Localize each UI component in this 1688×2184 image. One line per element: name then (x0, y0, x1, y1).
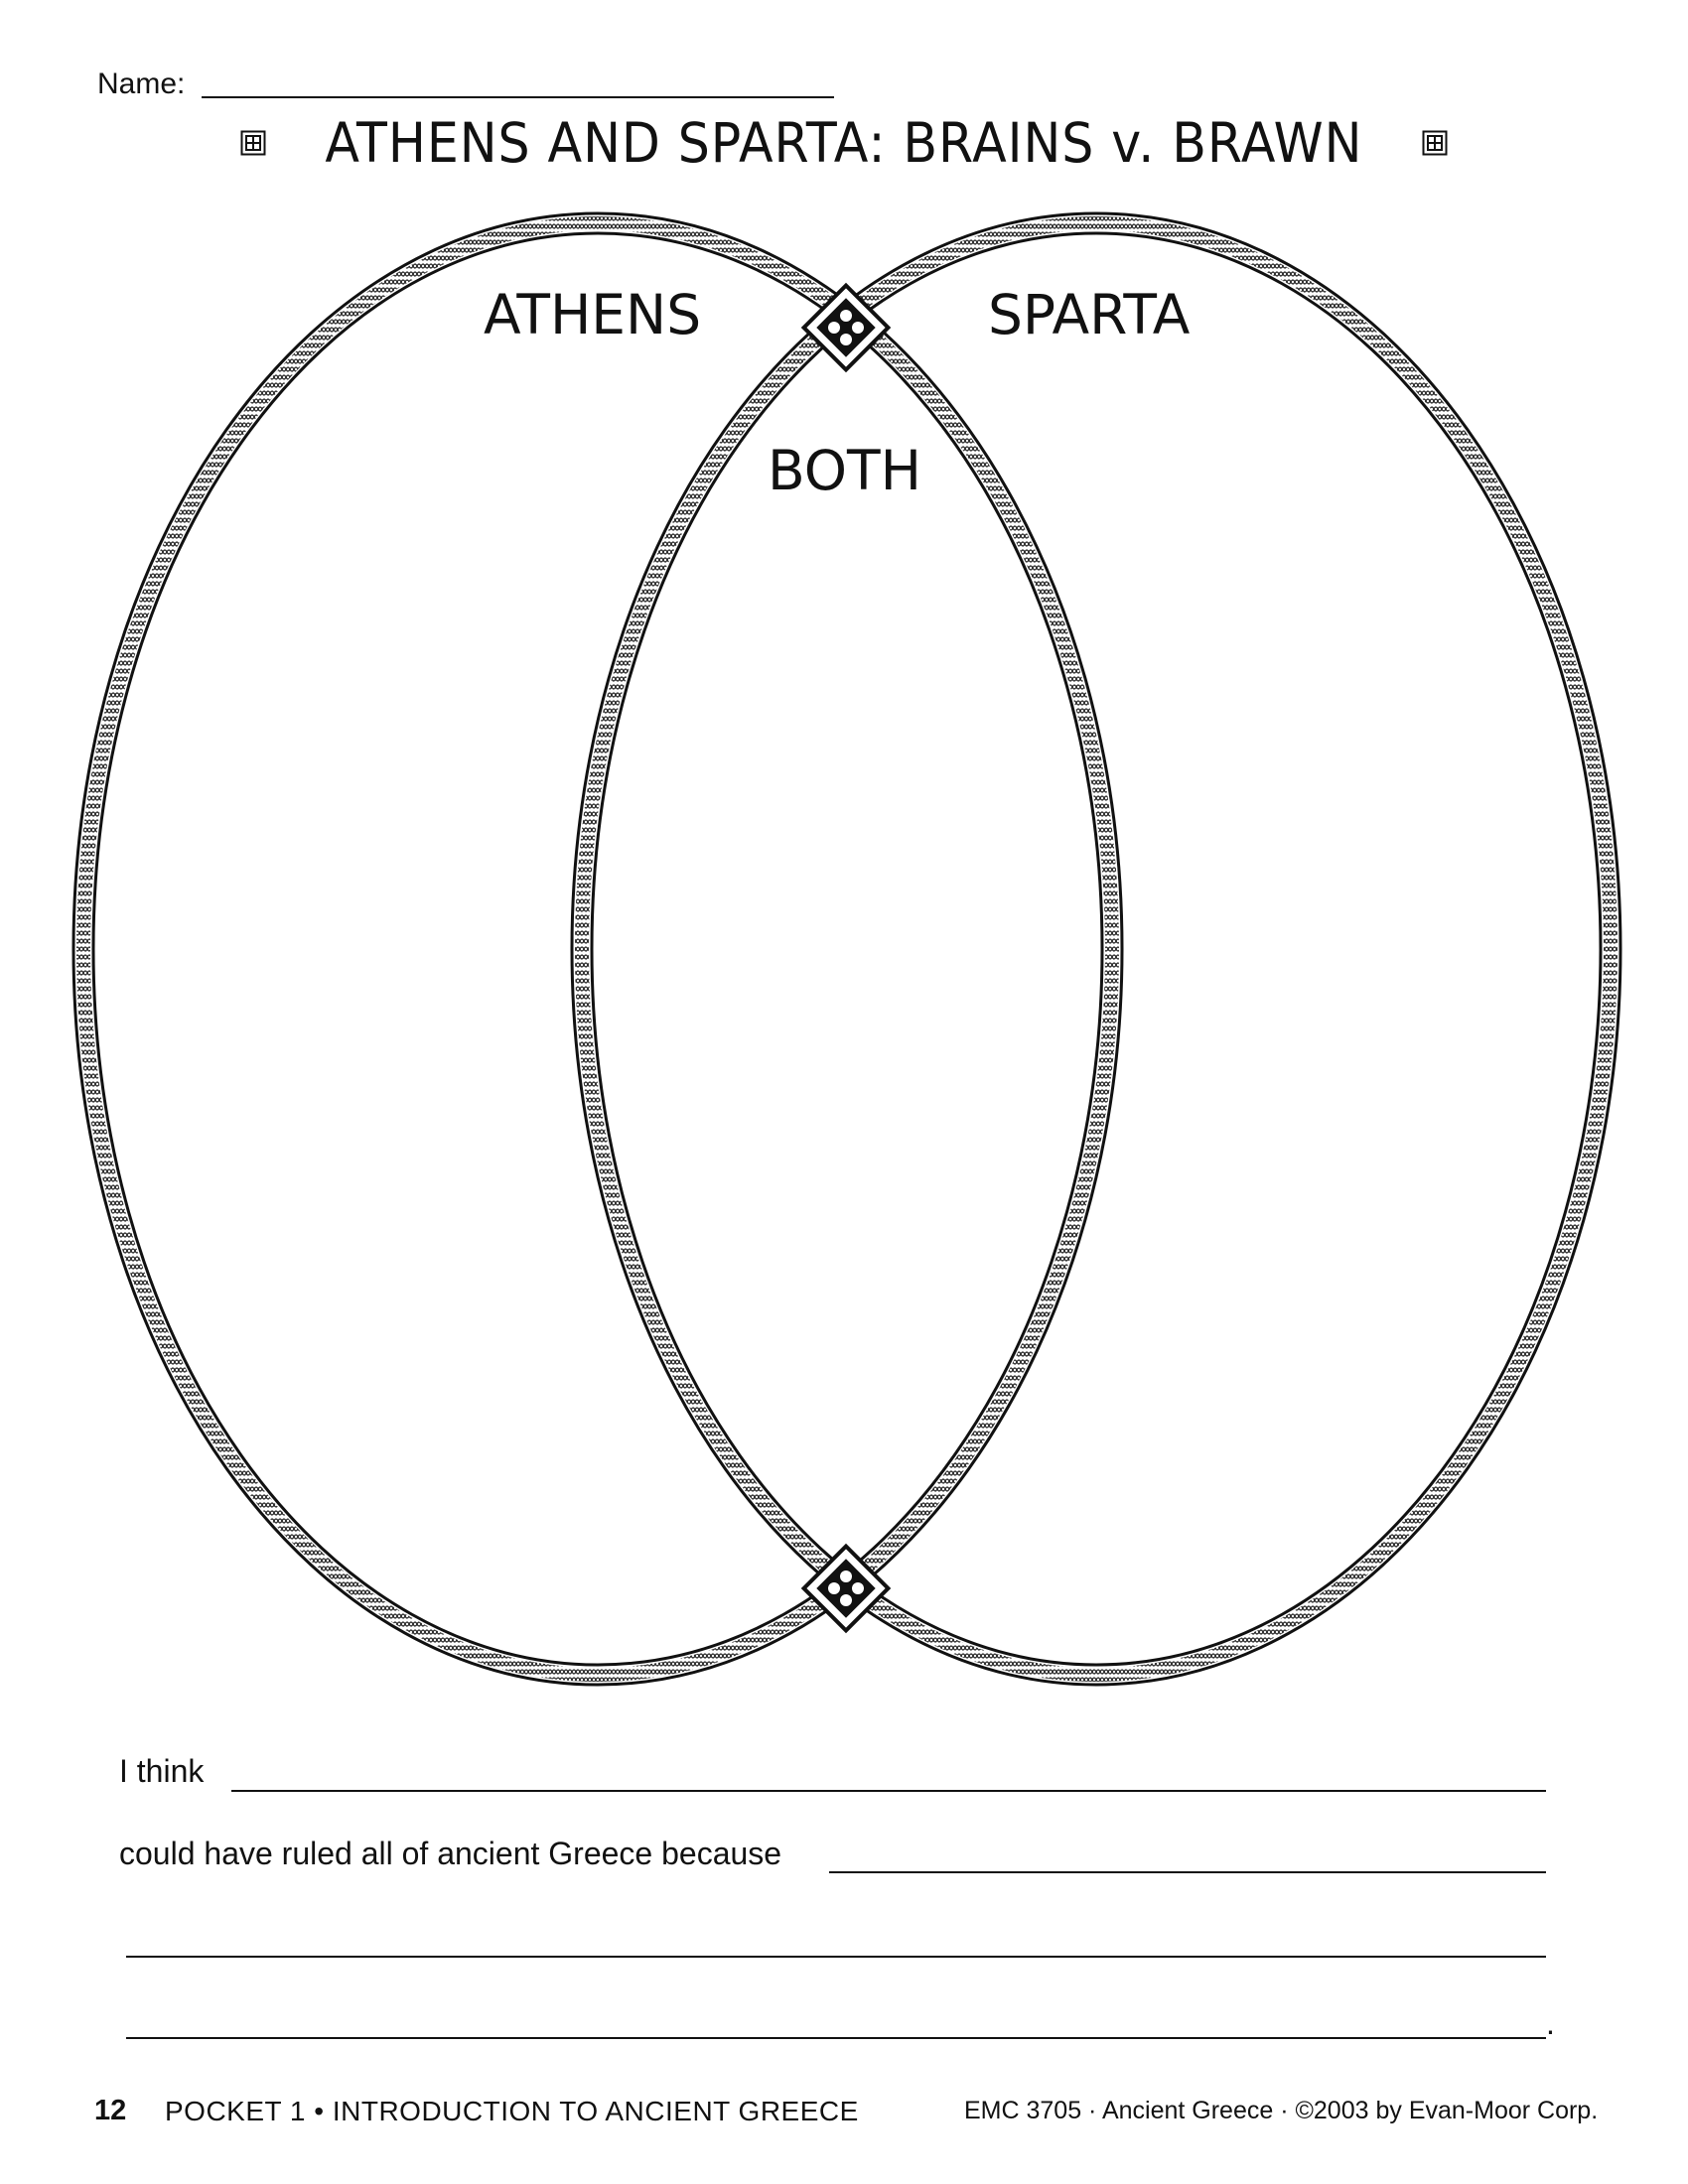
sentence-period: . (1546, 2005, 1555, 2041)
athens-circle (73, 213, 1122, 1685)
footer-credit: EMC 3705 · Ancient Greece · ©2003 by Evan-Moor Corp. (964, 2097, 1599, 2124)
athens-label: ATHENS (484, 283, 702, 346)
sparta-label: SPARTA (988, 283, 1191, 346)
page-number: 12 (94, 2095, 127, 2126)
both-label: BOTH (768, 439, 922, 502)
answer-line-4[interactable] (126, 2037, 1546, 2039)
answer-line-2[interactable] (829, 1871, 1546, 1873)
answer-line-3[interactable] (126, 1956, 1546, 1958)
footer-section-title: POCKET 1 • INTRODUCTION TO ANCIENT GREECE (165, 2096, 859, 2126)
prompt-i-think: I think (119, 1753, 205, 1789)
answer-line-1[interactable] (231, 1790, 1546, 1792)
prompt-ruled-because: could have ruled all of ancient Greece because (119, 1836, 782, 1871)
name-label: Name: (97, 68, 186, 100)
sparta-circle (572, 213, 1620, 1685)
page-title: ATHENS AND SPARTA: BRAINS v. BRAWN (325, 110, 1363, 175)
